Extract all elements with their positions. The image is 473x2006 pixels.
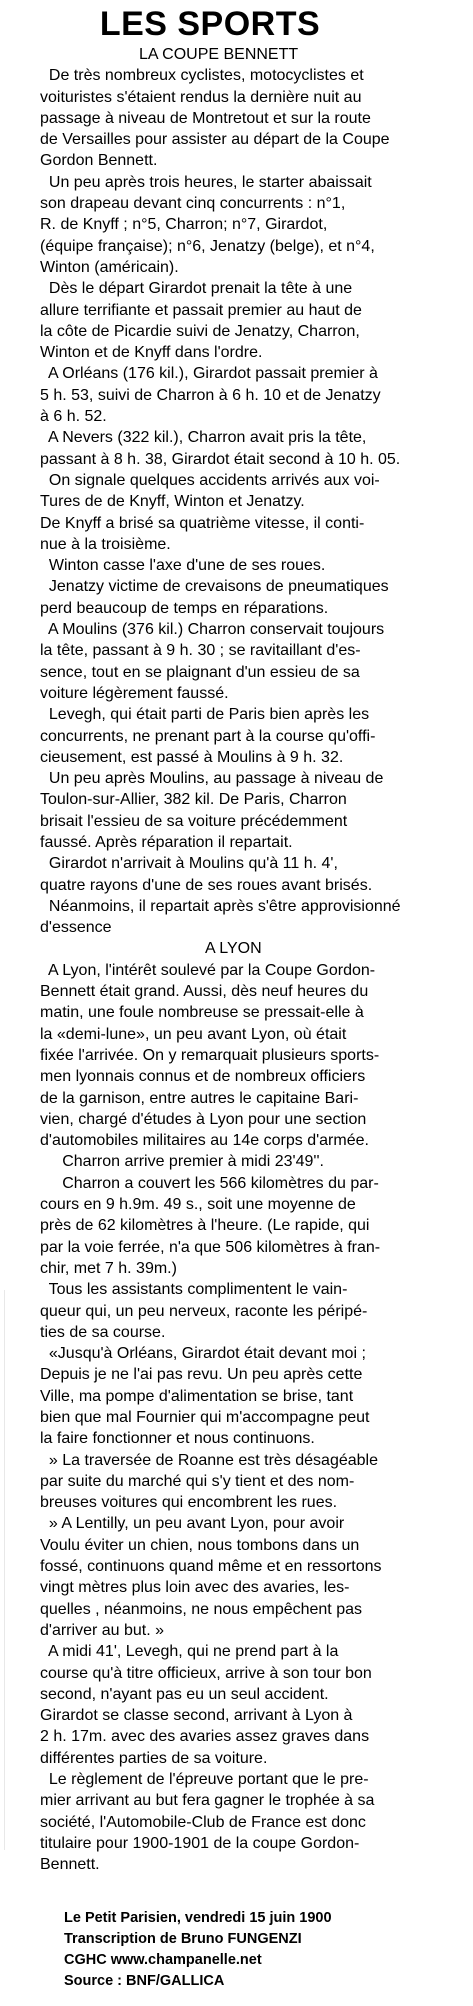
text-line: De très nombreux cyclistes, motocyclistes et <box>40 67 364 85</box>
text-line: ties de sa course. <box>40 1323 166 1341</box>
text-line: queur qui, un peu nerveux, raconte les péripé- <box>40 1302 368 1320</box>
text-line: près de 62 kilomètres à l'heure. (Le rapide, qui <box>40 1217 370 1235</box>
text-line: Winton (américain). <box>40 258 179 276</box>
text-line: passant à 8 h. 38, Girardot était second à 10 h. 05. <box>40 450 401 468</box>
text-line: différentes parties de sa voiture. <box>40 1749 268 1767</box>
text-line: Charron arrive premier à midi 23'49''. <box>40 1153 324 1171</box>
column-rule <box>4 1290 5 1850</box>
text-line: passage à niveau de Montretout et sur la route <box>40 109 371 127</box>
text-line: Charron a couvert les 566 kilomètres du par- <box>40 1174 379 1192</box>
text-line: cours en 9 h.9m. 49 s., soit une moyenne de <box>40 1196 356 1214</box>
text-line: sence, tout en se plaignant d'un essieu de sa <box>40 663 360 681</box>
text-line: fixée l'arrivée. On y remarquait plusieurs sports- <box>40 1046 380 1064</box>
text-line: d'automobiles militaires au 14e corps d'armée. <box>40 1132 369 1150</box>
text-line: 5 h. 53, suivi de Charron à 6 h. 10 et de Jenatzy <box>40 386 381 404</box>
text-line: de Versailles pour assister au départ de la Coupe <box>40 131 390 149</box>
text-line: (équipe française); n°6, Jenatzy (belge), et n°4, <box>40 237 375 255</box>
text-line: bien que mal Fournier qui m'accompagne peut <box>40 1409 370 1426</box>
text-line: Girardot se classe second, arrivant à Lyon à <box>40 1707 353 1725</box>
text-line: Levegh, qui était parti de Paris bien après les <box>40 706 370 724</box>
text-line: Le règlement de l'épreuve portant que le pre- <box>40 1771 369 1789</box>
text-line: perd beaucoup de temps en réparations. <box>40 599 329 617</box>
text-line: la faire fonctionner et nous continuons. <box>40 1430 315 1448</box>
article-section-2 <box>40 960 468 1876</box>
text-line: d'arriver au but. » <box>40 1621 165 1639</box>
text-line: Girardot n'arrivait à Moulins qu'à 11 h. 4', <box>40 855 338 873</box>
section-heading-lyon: A LYON <box>205 940 262 958</box>
text-line: Ville, ma pompe d'alimentation se brise, tant <box>40 1387 354 1405</box>
text-line: quelles , néanmoins, ne nous empêchent pas <box>40 1600 362 1618</box>
credit-transcription: Transcription de Bruno FUNGENZI <box>64 1931 302 1947</box>
text-line: voituristes s'étaient rendus la dernière nuit au <box>40 88 362 106</box>
text-line: «Jusqu'à Orléans, Girardot était devant moi ; <box>40 1345 366 1363</box>
text-line: men lyonnais connus et de nombreux officiers <box>40 1068 366 1086</box>
text-line: mier arrivant au but fera gagner le trophée à sa <box>40 1792 375 1810</box>
text-line: Bennett était grand. Aussi, dès neuf heures du <box>40 983 369 1001</box>
text-line: voiture légèrement faussé. <box>40 684 229 702</box>
text-line: d'essence <box>40 919 112 937</box>
text-line: breuses voitures qui encombrent les rues. <box>40 1494 338 1512</box>
text-line: à 6 h. 52. <box>40 408 107 426</box>
text-line: course qu'à titre officieux, arrive à son tour bon <box>40 1664 372 1682</box>
credit-newspaper: Le Petit Parisien, vendredi 15 juin 1900 <box>64 1910 332 1926</box>
text-line: nue à la troisième. <box>40 535 171 553</box>
text-line: cieusement, est passé à Moulins à 9 h. 32. <box>40 748 344 766</box>
credit-source: Source : BNF/GALLICA <box>64 1973 225 1989</box>
text-line: Voulu éviter un chien, nous tombons dans un <box>40 1536 360 1554</box>
text-line: Depuis je ne l'ai pas revu. Un peu après cette <box>40 1366 363 1384</box>
text-line: chir, met 7 h. 39m.) <box>40 1259 177 1277</box>
text-line: la tête, passant à 9 h. 30 ; se ravitaillant d'es- <box>40 642 361 660</box>
text-line: Gordon Bennett. <box>40 152 158 170</box>
text-line: A Moulins (376 kil.) Charron conservait toujours <box>40 621 385 639</box>
text-line: faussé. Après réparation il repartait. <box>40 833 293 851</box>
text-line: » A Lentilly, un peu avant Lyon, pour avoir <box>40 1515 345 1533</box>
text-line: matin, une foule nombreuse se pressait-elle à <box>40 1004 364 1022</box>
text-line: brisait l'essieu de sa voiture précédemment <box>40 812 348 830</box>
text-line: Tures de de Knyff, Winton et Jenatzy. <box>40 493 305 511</box>
text-line: A Lyon, l'intérêt soulevé par la Coupe Gordon- <box>40 961 376 979</box>
article-subtitle: LA COUPE BENNETT <box>139 46 299 63</box>
page-title: LES SPORTS <box>99 5 321 43</box>
text-line: Winton et de Knyff dans l'ordre. <box>40 344 263 362</box>
text-line: concurrents, ne prenant part à la course qu'offi- <box>40 727 376 745</box>
text-line: son drapeau devant cinq concurrents : n°1, <box>40 195 346 213</box>
text-line: Jenatzy victime de crevaisons de pneumatiques <box>40 578 389 596</box>
text-line: Un peu après Moulins, au passage à niveau de <box>40 770 384 788</box>
text-line: vingt mètres plus loin avec des avaries, les- <box>40 1579 350 1597</box>
text-line: Toulon-sur-Allier, 382 kil. De Paris, Charron <box>40 791 347 809</box>
article-body <box>40 44 468 1876</box>
text-line: » La traversée de Roanne est très désagéable <box>40 1451 378 1469</box>
text-line: A Nevers (322 kil.), Charron avait pris la tête, <box>40 429 367 447</box>
text-line: vien, chargé d'études à Lyon pour une section <box>40 1110 367 1128</box>
text-line: Tous les assistants complimentent le vain- <box>40 1281 348 1299</box>
credit-website: CGHC www.champanelle.net <box>64 1952 262 1968</box>
text-line: de la garnison, entre autres le capitaine Bari- <box>40 1089 359 1107</box>
article-section-1 <box>40 65 468 938</box>
text-line: société, l'Automobile-Club de France est donc <box>40 1813 366 1831</box>
text-line: R. de Knyff ; n°5, Charron; n°7, Girardot, <box>40 216 328 234</box>
text-line: allure terrifiante et passait premier au haut de <box>40 301 362 319</box>
text-line: second, n'ayant pas eu un seul accident. <box>40 1685 329 1703</box>
text-line: par suite du marché qui s'y tient et des nom- <box>40 1472 355 1490</box>
text-line: par la voie ferrée, n'a que 506 kilomètres à fran- <box>40 1238 381 1256</box>
text-line: Un peu après trois heures, le starter abaissait <box>40 173 372 191</box>
text-line: 2 h. 17m. avec des avaries assez graves dans <box>40 1728 370 1746</box>
text-line: A midi 41', Levegh, qui ne prend part à la <box>40 1643 339 1661</box>
article-credits <box>64 1908 464 1992</box>
text-line: la «demi-lune», un peu avant Lyon, où était <box>40 1025 347 1043</box>
text-line: Bennett. <box>40 1856 100 1874</box>
text-line: De Knyff a brisé sa quatrième vitesse, il conti- <box>40 514 365 532</box>
text-line: A Orléans (176 kil.), Girardot passait premier à <box>40 365 378 383</box>
text-line: la côte de Picardie suivi de Jenatzy, Charron, <box>40 322 360 340</box>
text-line: Winton casse l'axe d'une de ses roues. <box>40 557 326 575</box>
text-line: fossé, continuons quand même et en ressortons <box>40 1558 382 1576</box>
text-line: On signale quelques accidents arrivés aux voi- <box>40 471 380 489</box>
text-line: Néanmoins, il repartait après s'être approvisionné <box>40 897 401 915</box>
text-line: quatre rayons d'une de ses roues avant brisés. <box>40 876 373 894</box>
text-line: titulaire pour 1900-1901 de la coupe Gordon- <box>40 1834 360 1852</box>
text-line: Dès le départ Girardot prenait la tête à une <box>40 280 353 298</box>
